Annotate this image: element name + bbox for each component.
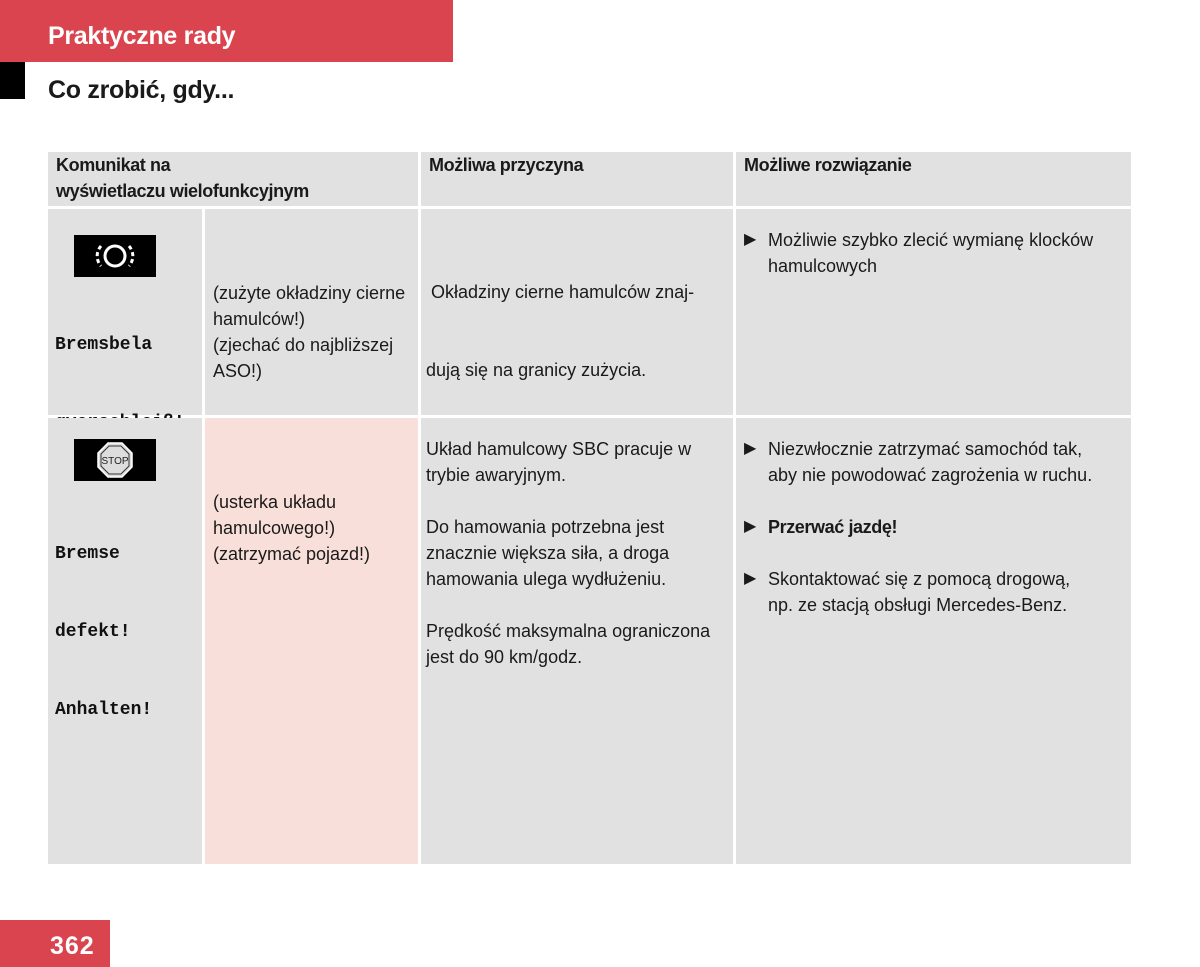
page-number: 362 [50,932,95,960]
message-table [48,152,1131,864]
solution-line: hamulcowych [768,256,878,276]
display-line: Anhalten! [55,700,153,720]
cause-line: znacznie większa siła, a droga [426,543,670,563]
bullet-arrow-icon: ▶ [744,570,757,587]
translation-line: (zatrzymać pojazd!) [213,544,371,564]
cause-line: dują się na granicy zużycia. [426,360,647,380]
table-row-2-display [48,418,202,864]
translation-line: hamulców!) [213,309,306,329]
table-row-2-solution [736,418,1131,864]
solution-line: Przerwać jazdę! [768,517,898,537]
column-header-cause [421,152,733,206]
solution-line: np. ze stacją obsługi Mercedes-Benz. [768,595,1068,615]
cause-paragraph [426,618,710,670]
translation-line: ASO!) [213,361,263,381]
cause-text [426,227,694,435]
cause-line: Okładziny cierne hamulców znaj- [426,282,695,302]
bullet-arrow-icon: ▶ [744,440,757,457]
translation-line: hamulcowego!) [213,518,336,538]
translation-line: (usterka układu [213,492,337,512]
solution-item-emphasis [768,514,897,540]
bullet-arrow-icon: ▶ [744,518,757,535]
table-row-1-cause [421,209,733,415]
table-row-2-translation [205,418,418,864]
display-line: Bremsbela [55,335,153,355]
stop-icon-label: STOP [101,456,129,467]
cause-line: trybie awaryjnym. [426,465,567,485]
display-message-text [55,489,152,775]
section-tab [0,0,453,62]
display-line: Bremse [55,544,120,564]
stop-sign-icon [74,439,156,481]
cause-line: Prędkość maksymalna ograniczona [426,621,711,641]
cause-line: Układ hamulcowy SBC pracuje w [426,439,692,459]
page-number-tab [0,920,110,967]
table-row-1-solution [736,209,1131,415]
solution-line: aby nie powodować zagrożenia w ruchu. [768,465,1093,485]
cause-line: Do hamowania potrzebna jest [426,517,665,537]
translation-line: (zjechać do najbliższej [213,335,394,355]
solution-line: Możliwie szybko zlecić wymianę klocków [768,230,1094,250]
cause-paragraph [426,436,691,488]
table-row-1-translation [205,209,418,415]
solution-line: Niezwłocznie zatrzymać samochód tak, [768,439,1083,459]
column-header-line: wyświetlaczu wielofunkcyjnym [56,181,309,201]
section-marker [0,62,25,99]
display-line: defekt! [55,622,131,642]
solution-item [768,227,1093,279]
stop-sign-icon-graphic [95,440,135,480]
column-header-line: Komunikat na [56,155,171,175]
column-header-label: Możliwa przyczyna [429,155,584,175]
translation-text [213,489,370,567]
bullet-arrow-icon: ▶ [744,231,757,248]
brake-pad-wear-icon [74,235,156,277]
translation-line: (zużyte okładziny cierne [213,283,406,303]
brake-pad-wear-icon-graphic [93,239,137,273]
table-row-1-display [48,209,202,415]
solution-item [768,566,1070,618]
cause-line: jest do 90 km/godz. [426,647,583,667]
cause-line: hamowania ulega wydłużeniu. [426,569,667,589]
column-header-display-message [48,152,418,206]
cause-paragraph [426,514,669,592]
table-row-2-cause [421,418,733,864]
section-title: Praktyczne rady [48,22,236,50]
solution-item [768,436,1092,488]
page-title: Co zrobić, gdy... [48,76,235,104]
column-header-label: Możliwe rozwiązanie [744,155,912,175]
column-header-solution [736,152,1131,206]
solution-line: Skontaktować się z pomocą drogową, [768,569,1071,589]
translation-text [213,280,405,384]
